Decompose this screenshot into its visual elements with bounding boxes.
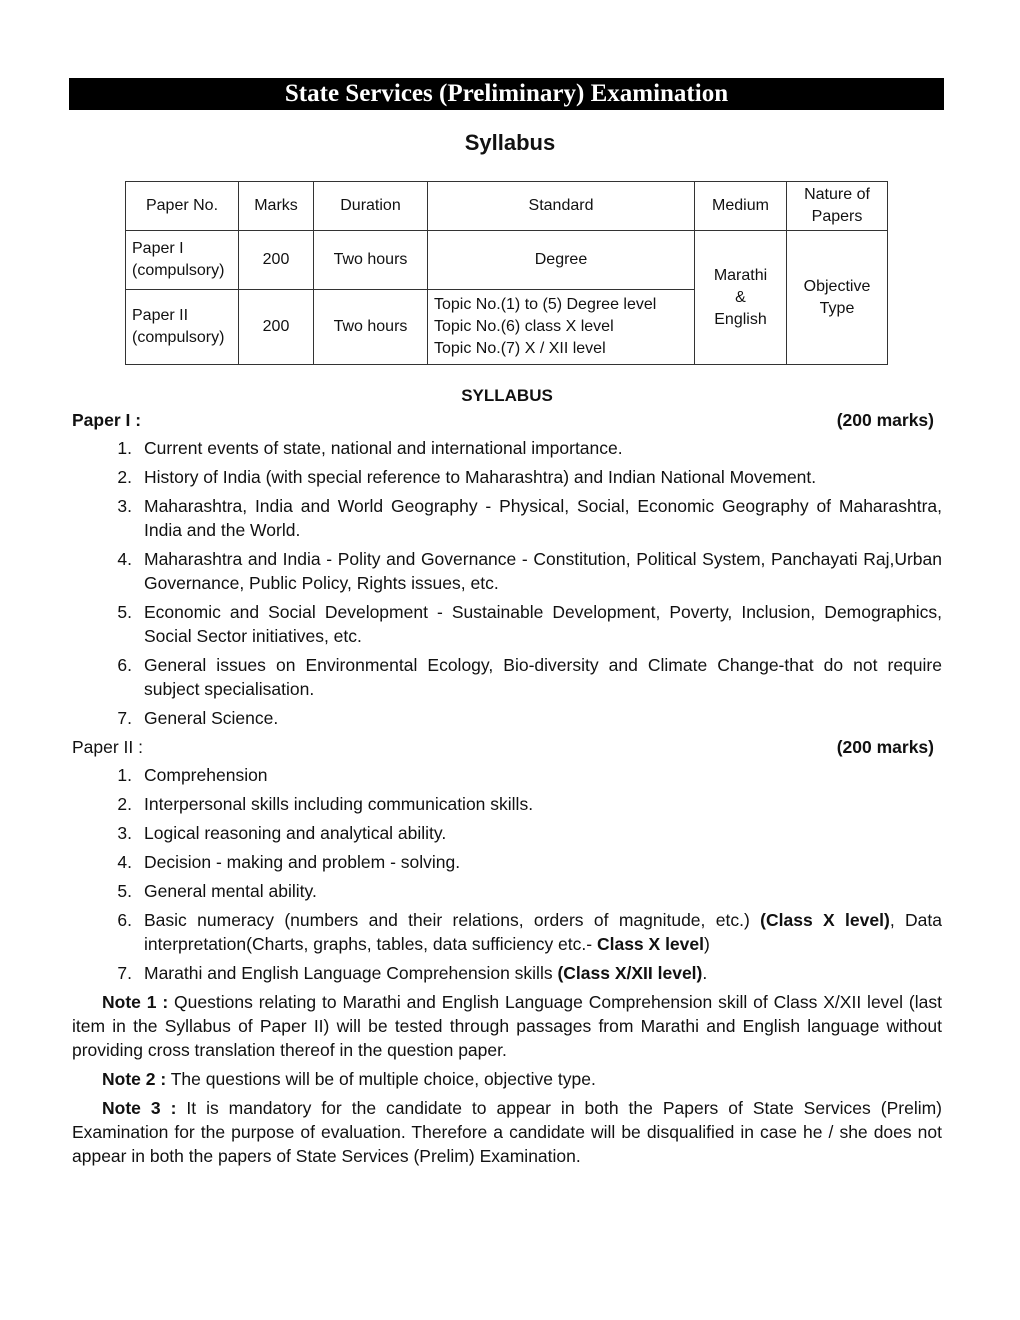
paper-name: Paper II (132, 307, 189, 324)
list-item: 2. History of India (with special reference to Maharashtra) and Indian National Movement. (72, 465, 942, 489)
text-run: . (702, 963, 708, 983)
paper1-list (72, 436, 942, 730)
item-text: General Science. (144, 708, 279, 728)
item-text: Maharashtra, India and World Geography - Physical, Social, Economic Geography of Maharashtra, India and the World. (144, 496, 942, 540)
header-cell: Duration (314, 182, 428, 231)
table-header (126, 182, 888, 231)
paper-cell (126, 290, 239, 365)
note-label: Note 3 : (102, 1098, 177, 1118)
item-text (144, 961, 942, 985)
header-cell: Marks (239, 182, 314, 231)
paper1-header (72, 408, 942, 432)
medium-line: Marathi (713, 266, 768, 284)
list-item: 1. Current events of state, national and international importance. (72, 436, 942, 460)
item-text: Current events of state, national and international importance. (144, 438, 623, 458)
standard-line: Topic No.(7) X / XII level (434, 340, 606, 357)
syllabus-content (72, 384, 942, 1173)
paper2-label: Paper II : (72, 737, 144, 757)
medium-line: & (735, 288, 746, 306)
paper2-marks: (200 marks) (836, 737, 934, 757)
list-item: 6. General issues on Environmental Ecology, Bio-diversity and Climate Change-that do not require subject specialisation. (117, 655, 942, 699)
list-item: 5. General mental ability. (72, 879, 942, 903)
note-3 (72, 1096, 942, 1168)
list-item: 6. Basic numeracy (numbers and their relations, orders of magnitude, etc.) (Class X level), Data interpretation(Charts, graphs, tables, data sufficiency etc.- Class X level) (117, 910, 942, 954)
item-text: Interpersonal skills including communication skills. (144, 794, 534, 814)
list-item: 2. Interpersonal skills including communication skills. (72, 792, 942, 816)
duration-cell: Two hours (314, 290, 428, 365)
table-row (126, 231, 888, 290)
bold-run: (Class X level) (760, 910, 890, 930)
item-text: Economic and Social Development - Sustainable Development, Poverty, Inclusion, Demographics, Social Sector initiatives, etc. (144, 602, 942, 646)
paper-name: Paper I (132, 240, 184, 257)
standard-line: Topic No.(6) class X level (434, 318, 614, 335)
note-text: The questions will be of multiple choice, objective type. (166, 1069, 596, 1089)
header-cell: Standard (428, 182, 695, 231)
list-item: 4. Maharashtra and India - Polity and Governance - Constitution, Political System, Panchayati Raj,Urban Governance, Public Policy, Rights issues, etc. (117, 549, 942, 593)
medium-line: English (714, 310, 767, 328)
list-item: 5. Economic and Social Development - Sustainable Development, Poverty, Inclusion, Demographics, Social Sector initiatives, etc. (117, 602, 942, 646)
item-text: General issues on Environmental Ecology, Bio-diversity and Climate Change-that do not require subject specialisation. (144, 655, 942, 699)
item-text: History of India (with special reference to Maharashtra) and Indian National Movement. (144, 467, 817, 487)
list-item: 1. Comprehension (72, 763, 942, 787)
duration-cell: Two hours (314, 231, 428, 290)
text-run: Basic numeracy (numbers and their relations, orders of magnitude, etc.) (144, 910, 761, 930)
standard-cell: Degree (428, 231, 695, 290)
note-1 (72, 990, 942, 1062)
bold-run: Class X level (596, 934, 704, 954)
subtitle: Syllabus (464, 130, 556, 155)
note-label: Note 1 : (102, 992, 169, 1012)
text-run: ) (704, 934, 710, 954)
text-run: Marathi and English Language Comprehension skills (144, 963, 558, 983)
list-item: 7. Marathi and English Language Comprehension skills (Class X/XII level). (72, 961, 942, 985)
note-text: Questions relating to Marathi and English Language Comprehension skill of Class X/XII level (last item in the Syllabus of Paper II) will be tested through passages from Marathi and English language without providing cross translation thereof in the question paper. (72, 992, 942, 1060)
medium-cell (695, 231, 787, 365)
nature-cell (787, 231, 888, 365)
list-item: 4. Decision - making and problem - solving. (72, 850, 942, 874)
list-item: 3. Maharashtra, India and World Geography - Physical, Social, Economic Geography of Maharashtra, India and the World. (117, 496, 942, 540)
item-text: Maharashtra and India - Polity and Governance - Constitution, Political System, Panchayati Raj,Urban Governance, Public Policy, Rights issues, etc. (144, 549, 942, 593)
marks-cell: 200 (239, 231, 314, 290)
header-cell: Medium (695, 182, 787, 231)
text-run: , Data interpretation(Charts, graphs, tables, data sufficiency etc.- (144, 910, 942, 954)
paper2-header (72, 735, 942, 759)
marks-cell: 200 (239, 290, 314, 365)
exam-table (125, 181, 888, 365)
item-text: Comprehension (144, 765, 268, 785)
item-text (144, 908, 942, 956)
standard-line: Topic No.(1) to (5) Degree level (434, 296, 657, 313)
paper-sub: (compulsory) (132, 262, 225, 279)
syllabus-heading: SYLLABUS (461, 386, 553, 405)
nature-line: Objective (803, 277, 871, 295)
bold-run: (Class X/XII level) (557, 963, 703, 983)
item-text: Decision - making and problem - solving. (144, 852, 461, 872)
note-label: Note 2 : (102, 1069, 167, 1089)
title-banner: State Services (Preliminary) Examination (69, 78, 944, 110)
paper1-marks: (200 marks) (836, 410, 934, 430)
header-cell: Nature of Papers (787, 182, 888, 231)
item-text: Logical reasoning and analytical ability. (144, 823, 447, 843)
standard-cell (428, 290, 695, 365)
header-cell: Paper No. (126, 182, 239, 231)
paper-sub: (compulsory) (132, 329, 225, 346)
paper1-label: Paper I : (72, 410, 142, 430)
nature-line: Type (819, 299, 855, 317)
note-2 (72, 1067, 942, 1091)
list-item: 7. General Science. (72, 706, 942, 730)
paper-cell (126, 231, 239, 290)
paper2-list (72, 763, 942, 985)
item-text: General mental ability. (144, 881, 317, 901)
note-text: It is mandatory for the candidate to appear in both the Papers of State Services (Prelim) Examination for the purpose of evaluation. Therefore a candidate will be disqualified in case he / she does not appear in both the papers of State Services (Prelim) Examination. (72, 1098, 942, 1166)
list-item: 3. Logical reasoning and analytical ability. (72, 821, 942, 845)
